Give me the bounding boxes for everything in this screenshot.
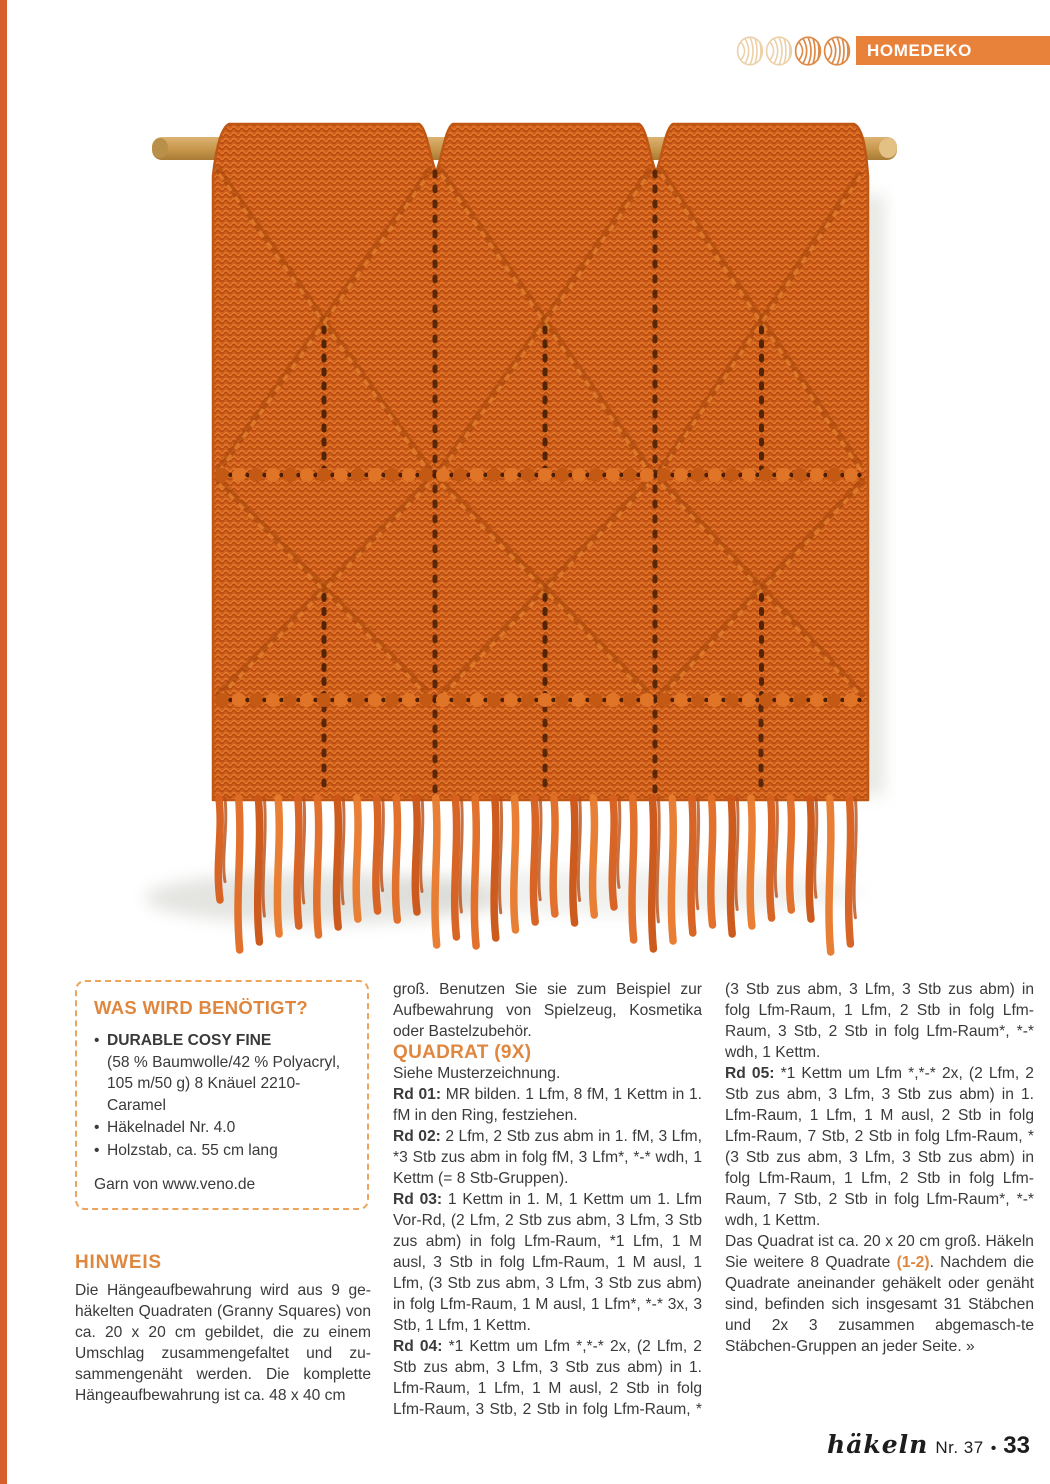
item-detail: (58 % Baumwolle/42 % Polyacryl, 105 m/50 g) 8 Knäuel 2210-Caramel xyxy=(107,1053,341,1114)
round-text: 2 Lfm, 2 Stb zus abm in 1. fM, 3 Lfm, *3 Stb zus abm in folg fM, 3 Lfm*, *-* wdh, 1 Kettm (= 8 Stb-Gruppen). xyxy=(393,1128,702,1187)
round-text: *1 Kettm um Lfm *,*-* 2x, (2 Lfm, 2 Stb zus abm, 3 Lfm, 3 Stb zus abm) in 1. Lfm-Raum, 1 Lfm, 1 M ausl, 2 Stb in folg Lfm-Raum, 3 Stb, 2 Stb in folg Lfm-Raum, *(3 Stb zus abm, 3 Lfm, 3 Stb zus abm) in folg Lfm-Raum, 1 Lfm, 2 Stb in folg Lfm-Raum, 3 Stb, 2 Stb in folg Lfm-Raum*, *-* wdh, 1 Kettm. xyxy=(393,981,1034,1418)
page-number: 33 xyxy=(1003,1432,1030,1459)
round-paragraph-01 xyxy=(393,1084,702,1126)
section-badge-label: HOMEDEKO xyxy=(867,41,972,60)
figure-reference: (1-2) xyxy=(896,1254,930,1271)
round-label: Rd 02: xyxy=(393,1128,441,1145)
item-name: DURABLE COSY FINE xyxy=(107,1032,272,1049)
hinweis-section xyxy=(75,1252,371,1406)
instructions-intro: groß. Benutzen Sie sie zum Beispiel zur Aufbewahrung von Spielzeug, Kosmetika oder Bastelzubehör. xyxy=(393,981,702,1040)
page-footer xyxy=(827,1430,1030,1460)
closing-text-post: . Nachdem die Quadrate aneinander gehäkelt oder genäht sind, befinden sich insgesamt 31 Stäbchen und 2x 3 zusammen abgemasch-te Stäbchen-Gruppen an jeder Seite. » xyxy=(725,1254,1035,1355)
veno-link[interactable]: www.veno.de xyxy=(162,1176,256,1193)
materials-box xyxy=(75,980,369,1210)
round-label: Rd 05: xyxy=(725,1065,775,1082)
issue-number: Nr. 37 xyxy=(935,1438,984,1457)
list-item xyxy=(94,1030,350,1116)
round-label: Rd 04: xyxy=(393,1338,443,1355)
round-paragraph-03 xyxy=(393,1189,702,1336)
round-text: *1 Kettm um Lfm *,*-* 2x, (2 Lfm, 2 Stb zus abm, 3 Lfm, 3 Stb zus abm) in 1. Lfm-Raum, 1 Lfm, 1 M ausl, 2 Stb in folg Lfm-Raum, 7 Stb, 2 Stb in folg Lfm-Raum, *(3 Stb zus abm, 3 Lfm, 3 Stb zus abm) in folg Lfm-Raum, 1 Lfm, 2 Stb in folg Lfm-Raum, 7 Stb, 2 Stb in folg Lfm-Raum*, *-* wdh, 1 Kettm. xyxy=(725,1065,1034,1229)
closing-text-pre: Das Quadrat ist ca. 20 x 20 cm groß. Häkeln Sie weitere 8 Quadrate xyxy=(725,1233,1034,1271)
round-label: Rd 01: xyxy=(393,1086,442,1103)
round-paragraph-02 xyxy=(393,1126,702,1189)
materials-title: WAS WIRD BENÖTIGT? xyxy=(94,997,309,1018)
yarn-note-prefix: Garn von xyxy=(94,1176,163,1193)
list-item xyxy=(94,1140,350,1162)
round-text: 1 Kettm in 1. M, 1 Kettm um 1. Lfm Vor-Rd, (2 Lfm, 2 Stb zus abm, 3 Lfm, 3 Stb zus abm) in folg Lfm-Raum, *1 Lfm, 1 M ausl, 3 Stb in folg Lfm-Raum, 1 M ausl, 1 Lfm, (3 Stb zus abm, 3 Lfm, 3 Stb zus abm) in folg Lfm-Raum, 1 M ausl, 1 Lfm*, *-* 3x, 3 Stb, 1 Lfm, 1 Kettm. xyxy=(393,1191,702,1334)
magazine-logo: häkeln xyxy=(827,1430,929,1459)
footer-separator: • xyxy=(990,1440,997,1457)
instructions-flow xyxy=(393,979,1034,1439)
materials-list xyxy=(94,1030,350,1161)
item-name: Häkelnadel Nr. 4.0 xyxy=(107,1119,236,1136)
hinweis-text: Die Hängeaufbewahrung wird aus 9 ge-häkelten Quadraten (Granny Squares) von ca. 20 x 20 cm gebildet, die zu einem Umschlag zusammengefaltet und zu-sammengenäht werden. Die komplette Hängeaufbewahrung ist ca. 48 x 40 cm xyxy=(75,1282,371,1404)
hinweis-heading: HINWEIS xyxy=(75,1252,162,1273)
closing-paragraph xyxy=(725,1231,1034,1357)
quadrat-heading: QUADRAT (9X) xyxy=(393,1042,532,1063)
round-paragraph-05 xyxy=(725,1063,1034,1231)
round-text: MR bilden. 1 Lfm, 8 fM, 1 Kettm in 1. fM in den Ring, festziehen. xyxy=(393,1086,702,1124)
item-name: Holzstab, ca. 55 cm lang xyxy=(107,1141,278,1159)
round-label: Rd 03: xyxy=(393,1191,443,1208)
quadrat-subheading: Siehe Musterzeichnung. xyxy=(393,1065,561,1082)
list-item xyxy=(94,1117,350,1139)
yarn-source-note xyxy=(94,1174,350,1195)
